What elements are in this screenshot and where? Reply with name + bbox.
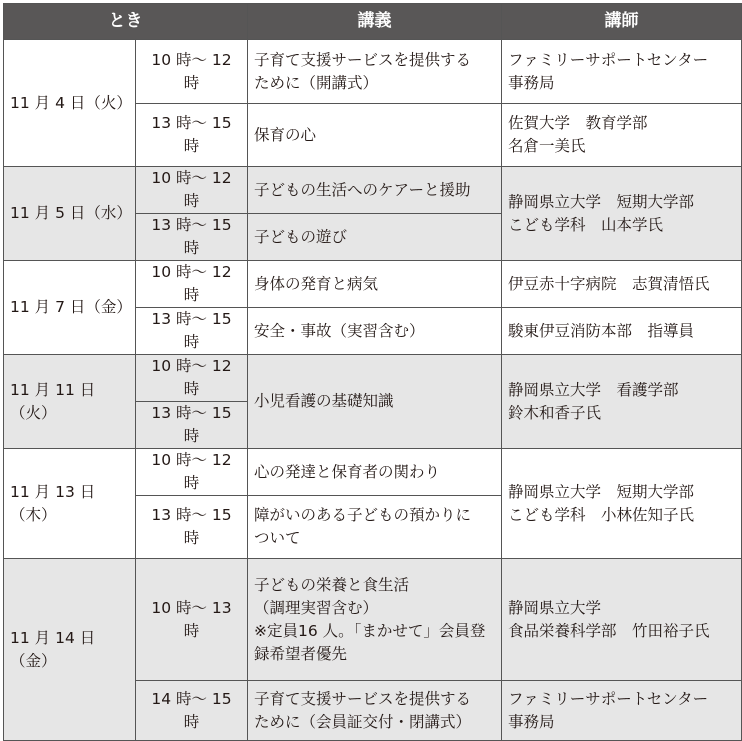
lecturer-cell: 静岡県立大学 食品栄養科学部 竹田裕子氏: [502, 559, 742, 681]
time-cell: 13 時～ 15 時: [136, 104, 248, 167]
lecture-cell: 子どもの生活へのケアーと援助: [248, 167, 502, 214]
lecture-cell: 障がいのある子どもの預かりに ついて: [248, 496, 502, 559]
time-cell: 10 時～ 12 時: [136, 167, 248, 214]
table-row: [4, 40, 742, 104]
lecturer-cell: 静岡県立大学 看護学部 鈴木和香子氏: [502, 355, 742, 449]
lecturer-cell: 静岡県立大学 短期大学部 こども学科 小林佐知子氏: [502, 449, 742, 559]
date-cell: 11 月 7 日（金）: [4, 261, 136, 355]
lecturer-cell: ファミリーサポートセンター 事務局: [502, 40, 742, 104]
header-time: とき: [4, 4, 248, 40]
lecture-cell: 子どもの遊び: [248, 214, 502, 261]
lecturer-cell: 伊豆赤十字病院 志賀清悟氏: [502, 261, 742, 308]
time-cell: 10 時～ 12 時: [136, 40, 248, 104]
lecture-cell: 心の発達と保育者の関わり: [248, 449, 502, 496]
date-cell: 11 月 11 日（火）: [4, 355, 136, 449]
header-lecturer: 講師: [502, 4, 742, 40]
time-cell: 13 時～ 15 時: [136, 214, 248, 261]
time-cell: 13 時～ 15 時: [136, 496, 248, 559]
lecture-cell: 子育て支援サービスを提供する ために（会員証交付・閉講式）: [248, 681, 502, 741]
date-cell: 11 月 5 日（水）: [4, 167, 136, 261]
lecture-cell: 保育の心: [248, 104, 502, 167]
table-row: [4, 261, 742, 308]
lecture-cell: 子育て支援サービスを提供する ために（開講式）: [248, 40, 502, 104]
schedule-table: [3, 3, 742, 741]
date-cell: 11 月 14 日（金）: [4, 559, 136, 741]
header-lecture: 講義: [248, 4, 502, 40]
table-row: [4, 167, 742, 214]
time-cell: 13 時～ 15 時: [136, 308, 248, 355]
table-row: [4, 355, 742, 402]
lecture-cell: 子どもの栄養と食生活 （調理実習含む） ※定員16 人。「まかせて」会員登 録希望者優先: [248, 559, 502, 681]
time-cell: 13 時～ 15 時: [136, 402, 248, 449]
table-row: [4, 559, 742, 681]
lecturer-cell: ファミリーサポートセンター 事務局: [502, 681, 742, 741]
lecture-cell: 身体の発育と病気: [248, 261, 502, 308]
time-cell: 10 時～ 12 時: [136, 261, 248, 308]
lecture-cell: 小児看護の基礎知識: [248, 355, 502, 449]
time-cell: 10 時～ 12 時: [136, 355, 248, 402]
lecturer-cell: 静岡県立大学 短期大学部 こども学科 山本学氏: [502, 167, 742, 261]
date-cell: 11 月 13 日（木）: [4, 449, 136, 559]
table-row: [4, 449, 742, 496]
header-row: [4, 4, 742, 40]
lecture-cell: 安全・事故（実習含む）: [248, 308, 502, 355]
time-cell: 14 時～ 15 時: [136, 681, 248, 741]
time-cell: 10 時～ 13 時: [136, 559, 248, 681]
lecturer-cell: 駿東伊豆消防本部 指導員: [502, 308, 742, 355]
date-cell: 11 月 4 日（火）: [4, 40, 136, 167]
lecturer-cell: 佐賀大学 教育学部 名倉一美氏: [502, 104, 742, 167]
time-cell: 10 時～ 12 時: [136, 449, 248, 496]
